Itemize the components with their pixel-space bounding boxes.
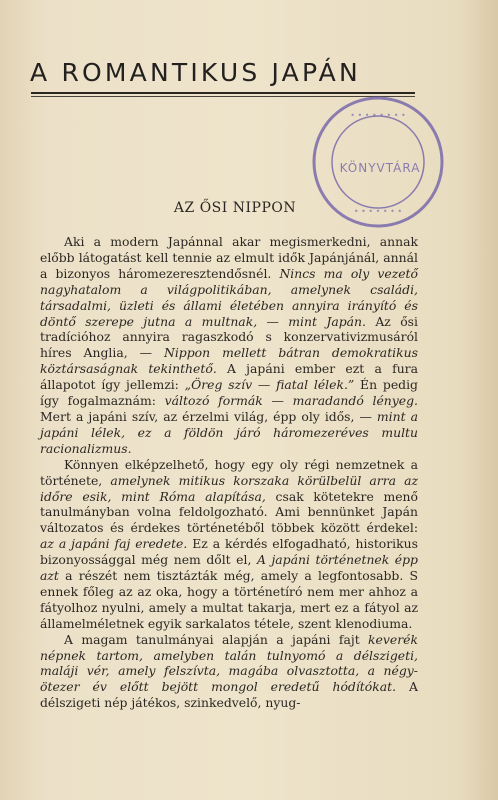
text-run: Aki a modern Japánnal akar megismerkedni, annak előbb látogatást kell tennie az elmult idők Japánjánál, annál a bizonyos háromezeresztendősnél. bbox=[40, 234, 418, 281]
text-run: Az ősi tradícióhoz annyira ragaszkodó s konzervativizmusáról híres Anglia, — bbox=[40, 313, 418, 361]
stamp-center-text: KÖNYVTÁRA bbox=[339, 161, 421, 175]
paragraph bbox=[40, 632, 418, 712]
svg-text:• • • • • • •: • • • • • • • bbox=[353, 207, 403, 216]
text-run: csak kötetekre menő tanulmányban volna feldolgozható. Ami bennünket Japán változatos és érdekes történetéből többek között érdekel: bbox=[40, 488, 418, 536]
paragraph bbox=[40, 234, 418, 457]
italic-text-run: az a japáni faj eredete. bbox=[40, 536, 188, 552]
text-run: Én pedig így fogalmaznám: bbox=[40, 377, 418, 409]
text-run: A japáni ember ezt a fura állapotot így jellemzi: bbox=[40, 361, 418, 393]
running-title: A ROMANTIKUS JAPÁN bbox=[30, 58, 361, 87]
svg-text:• • • • • • • •: • • • • • • • • bbox=[350, 111, 406, 120]
text-run: a részét nem tisztázták még, amely a legfontosabb. S ennek főleg az az oka, hogy a történetíró nem mer ahhoz a fátyolhoz nyulni, amely a multat takarja, mert ez a fátyol az államelméletnek egyik sarkalatos tétele, szent klenodiuma. bbox=[40, 568, 418, 631]
italic-text-run: Nincs ma oly vezető nagyhatalom a világpolitikában, amelynek családi, társadalmi, üzleti és állami életében annyira irányító és döntő szerepe jutna a multnak, — mint Japán. bbox=[40, 265, 418, 329]
italic-text-run: változó formák — maradandó lényeg. bbox=[164, 393, 418, 409]
italic-text-run: mint a japáni lélek, ez a földön járó háromezeréves multu racionalizmus. bbox=[40, 408, 419, 456]
paragraph bbox=[40, 457, 418, 632]
text-run: A magam tanulmányai alapján a japáni fajt bbox=[64, 631, 369, 647]
body-text bbox=[40, 234, 418, 711]
italic-text-run: keverék népnek tartom, amelyben talán tulnyomó a délszigeti, maláji vér, amely felszívta, magába olvasztotta, a négy-ötezer év előtt bejött mongol eredetű hódítókat. bbox=[40, 631, 418, 695]
italic-text-run: A japáni történetnek épp azt bbox=[40, 552, 418, 584]
italic-text-run: „Öreg szív — fiatal lélek.” bbox=[184, 377, 355, 393]
italic-text-run: amelynek mitikus korszaka körülbelül arra az időre esik, mint Róma alapítása, bbox=[40, 472, 418, 504]
text-run: Ez a kérdés elfogadható, historikus bizonyossággal még nem dőlt el, bbox=[40, 536, 418, 568]
chapter-heading: AZ ŐSI NIPPON bbox=[173, 200, 297, 216]
text-run: A délszigeti nép játékos, szinkedvelő, nyug- bbox=[40, 679, 419, 711]
italic-text-run: Nippon mellett bátran demokratikus köztársaságnak tekinthető. bbox=[40, 345, 418, 377]
text-run: Könnyen elképzelhető, hogy egy oly régi nemzetnek a története, bbox=[40, 456, 418, 488]
text-run: Mert a japáni szív, az érzelmi világ, épp oly idős, — bbox=[40, 408, 377, 424]
